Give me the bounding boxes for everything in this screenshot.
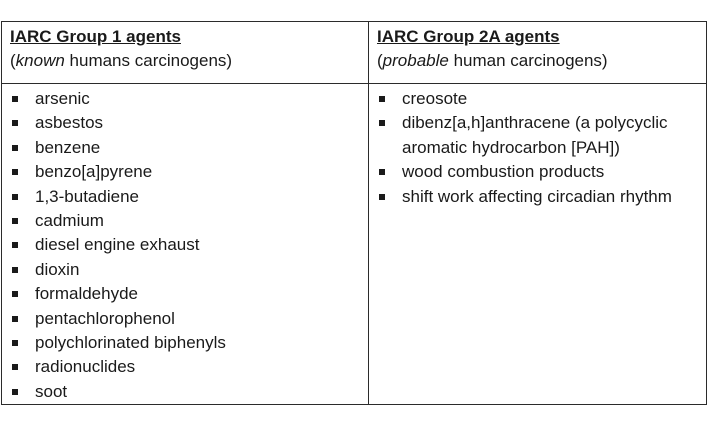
square-bullet-icon [12, 96, 18, 102]
square-bullet-icon [379, 194, 385, 200]
agent-name: asbestos [35, 113, 104, 133]
agent-list-item [10, 136, 360, 160]
square-bullet-icon [12, 169, 18, 175]
agent-list-item [10, 87, 360, 111]
agent-name: cadmium [35, 211, 104, 231]
agent-list-item [10, 282, 360, 306]
agent-name: radionuclides [35, 357, 136, 377]
agent-list-item [10, 258, 360, 282]
agent-name: polychlorinated biphenyls [35, 333, 226, 353]
square-bullet-icon [12, 291, 18, 297]
agent-list-item [10, 355, 360, 379]
square-bullet-icon [379, 169, 385, 175]
agent-name: arsenic [35, 89, 90, 108]
agent-list-item [10, 111, 360, 135]
square-bullet-icon [12, 218, 18, 224]
carcinogen-table [1, 21, 707, 405]
agent-list-item [377, 87, 698, 111]
square-bullet-icon [12, 242, 18, 248]
square-bullet-icon [12, 194, 18, 200]
square-bullet-icon [12, 267, 18, 273]
group1-subtitle-emphasis: known [15, 51, 65, 70]
square-bullet-icon [12, 145, 18, 151]
group2a-list-cell [369, 84, 707, 405]
group2a-title: IARC Group 2A agents [377, 27, 560, 46]
agent-name: shift work affecting circadian rhythm [402, 186, 672, 206]
agent-list-item [377, 160, 698, 184]
agent-list-item [10, 380, 360, 404]
agent-name: 1,3-butadiene [35, 186, 139, 206]
square-bullet-icon [12, 120, 18, 126]
square-bullet-icon [12, 364, 18, 370]
agent-name: soot [35, 381, 68, 401]
group2a-header-cell [369, 22, 707, 84]
group2a-subtitle-emphasis: probable [382, 51, 449, 70]
group1-header-cell [2, 22, 369, 84]
group1-agent-list [10, 87, 360, 404]
agent-list-item [377, 111, 698, 160]
agent-list-item [10, 209, 360, 233]
square-bullet-icon [379, 96, 385, 102]
agent-list-item [10, 160, 360, 184]
agent-name: wood combustion products [402, 162, 605, 182]
agent-name: formaldehyde [35, 284, 139, 304]
agent-list-item [10, 233, 360, 257]
agent-list-item [10, 331, 360, 355]
agent-list-item [377, 185, 698, 209]
group2a-subtitle: (probable human carcinogens) [377, 51, 608, 70]
group1-list-cell [2, 84, 369, 405]
square-bullet-icon [12, 316, 18, 322]
square-bullet-icon [12, 389, 18, 395]
group2a-agent-list [377, 87, 698, 209]
agent-list-item [10, 185, 360, 209]
body-row [2, 84, 707, 405]
header-row [2, 22, 707, 84]
agent-name: dibenz[a,h]anthracene (a polycyclic aromatic hydrocarbon [PAH]) [402, 113, 668, 157]
square-bullet-icon [379, 120, 385, 126]
group1-title: IARC Group 1 agents [10, 27, 181, 46]
agent-name: creosote [402, 89, 468, 108]
agent-name: benzene [35, 137, 101, 157]
agent-name: dioxin [35, 259, 80, 279]
group1-subtitle: (known humans carcinogens) [10, 51, 233, 70]
agent-name: pentachlorophenol [35, 308, 175, 328]
agent-name: diesel engine exhaust [35, 235, 200, 255]
square-bullet-icon [12, 340, 18, 346]
agent-name: benzo[a]pyrene [35, 162, 153, 182]
agent-list-item [10, 307, 360, 331]
